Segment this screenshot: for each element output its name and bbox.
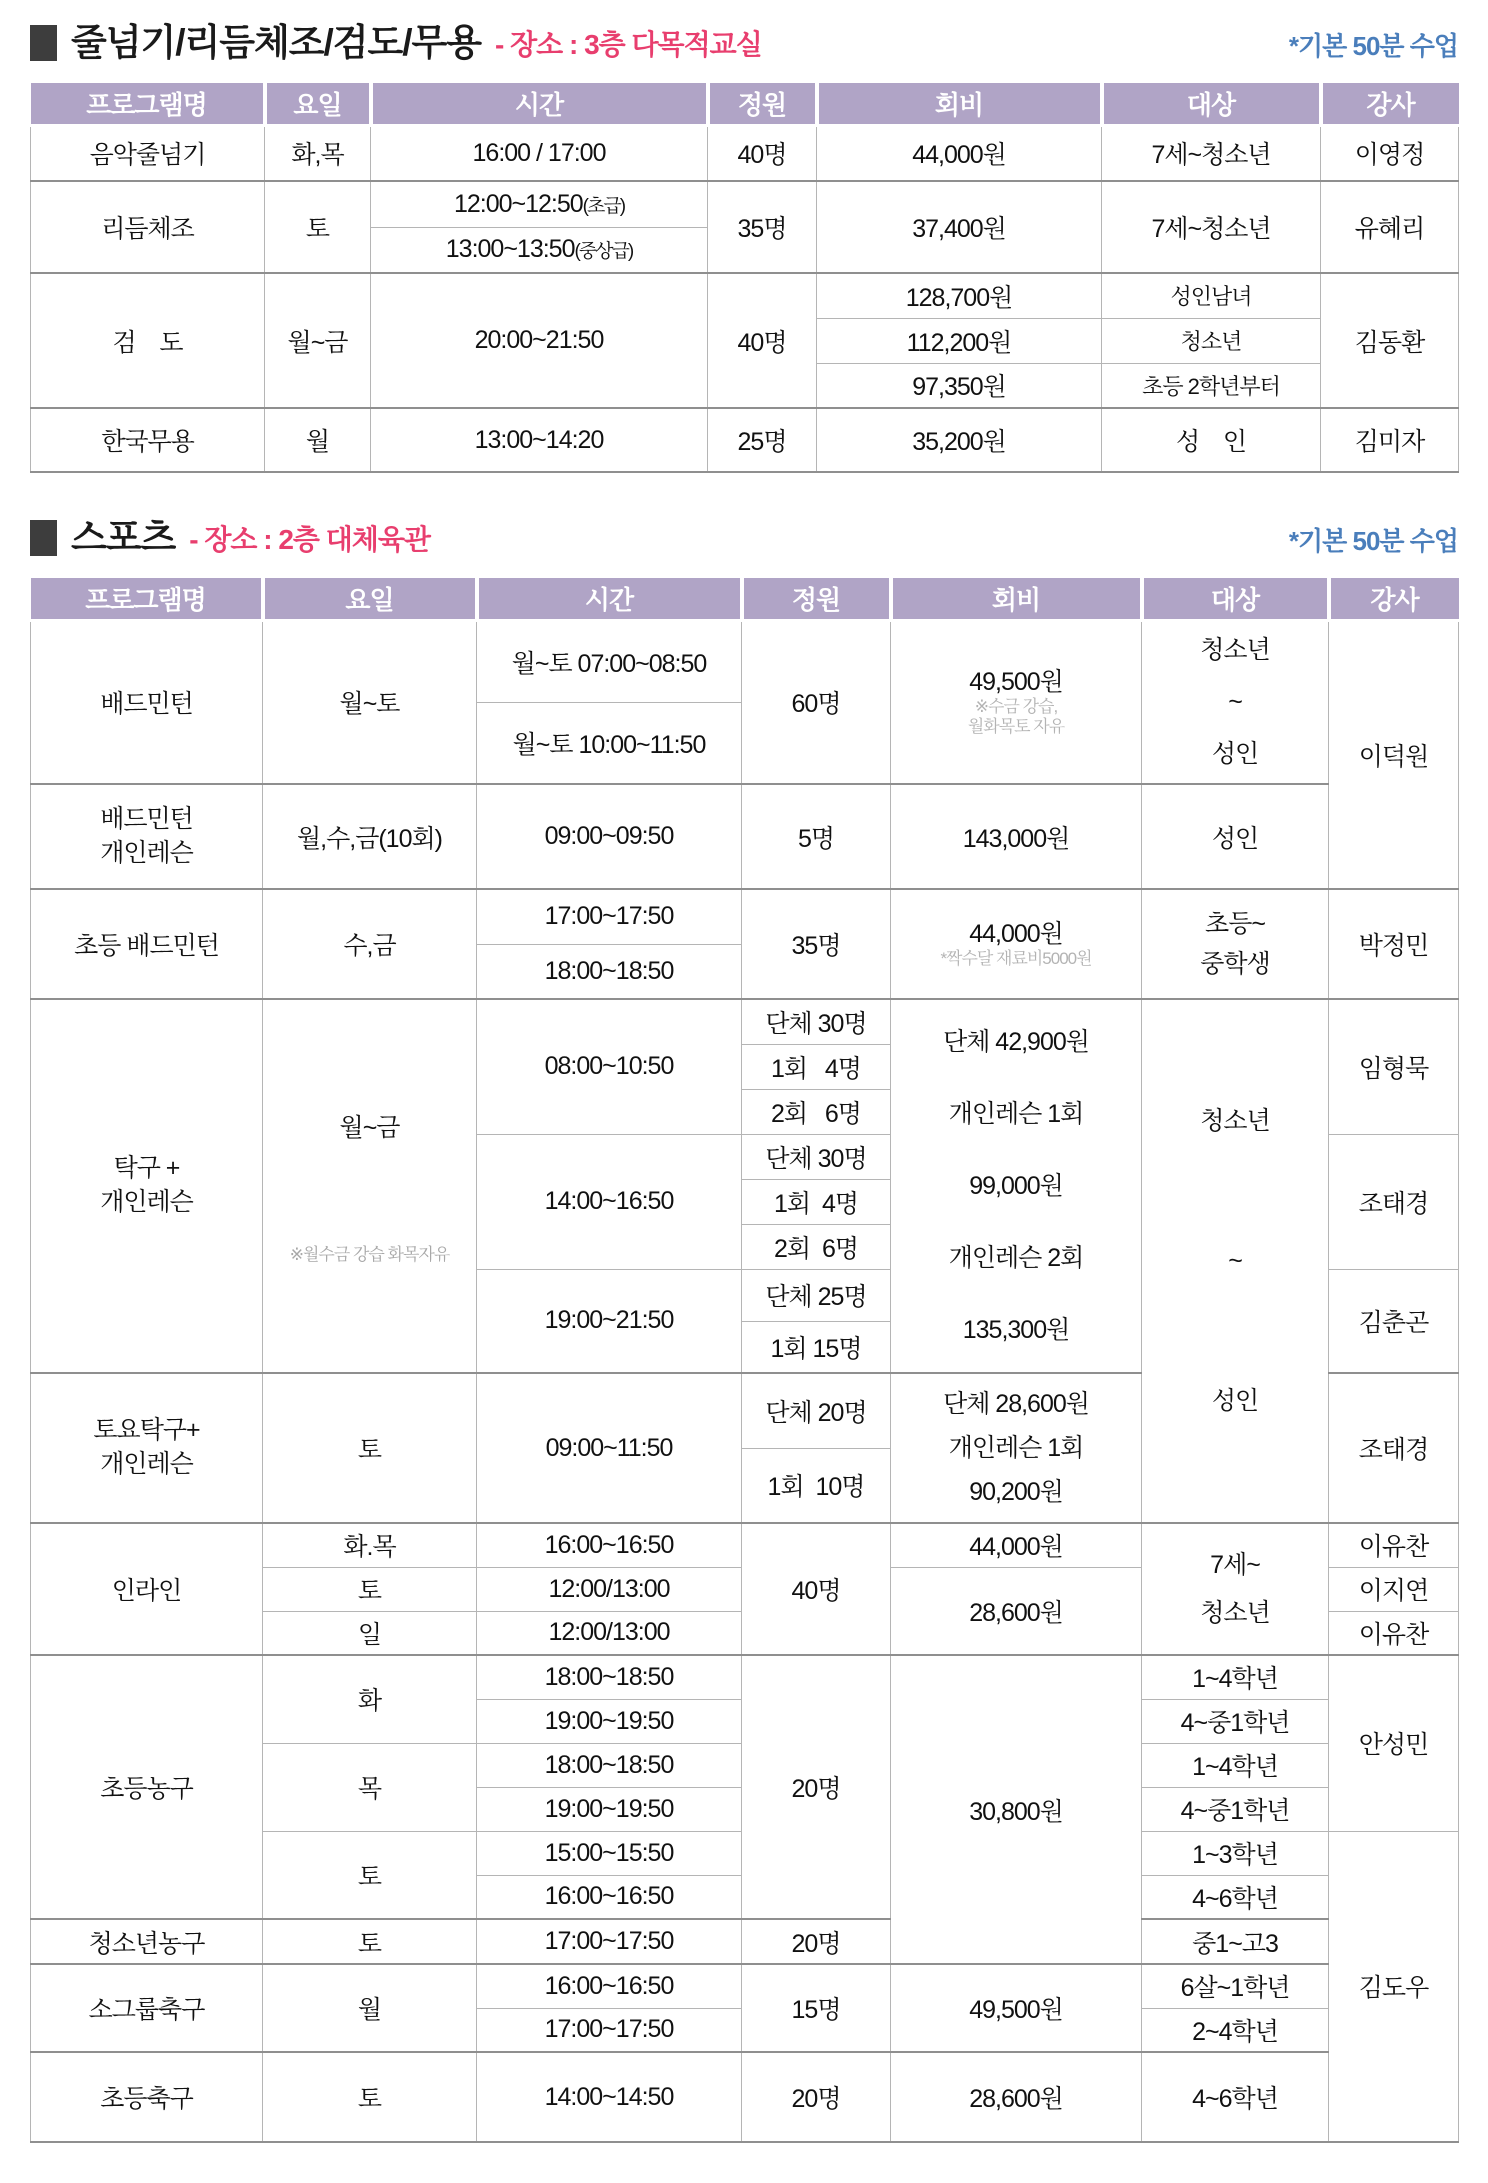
cell-program: 토요탁구+ 개인레슨 xyxy=(31,1373,263,1523)
cell-time: 17:00~17:50 xyxy=(477,1919,742,1964)
cell-day: 토 xyxy=(263,1919,477,1964)
cell-teacher: 이지연 xyxy=(1329,1567,1459,1611)
cell-day: 목 xyxy=(263,1743,477,1831)
cell-capacity: 15명 xyxy=(742,1964,891,2052)
section1-note: *기본 50분 수업 xyxy=(1288,31,1458,62)
cell-capacity: 60명 xyxy=(742,620,891,784)
cell-capacity: 40명 xyxy=(742,1523,891,1655)
cell-program: 초등농구 xyxy=(31,1655,263,1919)
cell-teacher: 임형묵 xyxy=(1329,999,1459,1134)
cell-time: 12:00~12:50(초급) xyxy=(371,181,708,227)
cell-day: 토 xyxy=(263,1567,477,1611)
cell-capacity: 35명 xyxy=(708,181,817,273)
cell-day: 토 xyxy=(263,1831,477,1919)
section1-header xyxy=(30,24,1458,61)
section2-note: *기본 50분 수업 xyxy=(1288,526,1458,557)
cell-teacher: 이덕원 xyxy=(1329,620,1459,889)
cell-teacher: 조태경 xyxy=(1329,1134,1459,1269)
time-note: (중상급) xyxy=(574,241,633,263)
cell-fee: 35,200원 xyxy=(817,408,1102,472)
cell-teacher: 김춘곤 xyxy=(1329,1269,1459,1373)
cell-teacher: 이유찬 xyxy=(1329,1523,1459,1567)
cell-capacity: 20명 xyxy=(742,1655,891,1919)
cell-target: 초등~ 중학생 xyxy=(1142,889,1329,999)
table-row xyxy=(31,1655,1459,1699)
cell-time: 16:00~16:50 xyxy=(477,1875,742,1919)
cell-target: 7세~청소년 xyxy=(1102,181,1321,273)
table-row xyxy=(31,1919,1459,1964)
cell-target: 7세~청소년 xyxy=(1102,125,1321,181)
cell-fee: 단체 28,600원 개인레슨 1회 90,200원 xyxy=(891,1373,1142,1523)
cell-capacity: 40명 xyxy=(708,273,817,408)
cell-fee: 143,000원 xyxy=(891,784,1142,889)
cell-target: 성인남녀 xyxy=(1102,273,1321,318)
cell-fee: 37,400원 xyxy=(817,181,1102,273)
table-row xyxy=(31,889,1459,944)
cell-time: 16:00~16:50 xyxy=(477,1964,742,2008)
table-row xyxy=(31,181,1459,227)
cell-day: 토 xyxy=(263,1373,477,1523)
cell-day: 월~금 ※월수금 강습 화목자유 xyxy=(263,999,477,1373)
table1-header-row xyxy=(31,83,1459,125)
cell-teacher: 이유찬 xyxy=(1329,1611,1459,1655)
cell-fee: 단체 42,900원 개인레슨 1회 99,000원 개인레슨 2회 135,300원 xyxy=(891,999,1142,1373)
cell-capacity: 5명 xyxy=(742,784,891,889)
cell-day: 월~토 xyxy=(263,620,477,784)
cell-time: 17:00~17:50 xyxy=(477,2008,742,2052)
cell-program: 배드민턴 개인레슨 xyxy=(31,784,263,889)
cell-day: 화,목 xyxy=(265,125,371,181)
cell-capacity: 1회 15명 xyxy=(742,1321,891,1373)
cell-program: 인라인 xyxy=(31,1523,263,1655)
cell-target: 성 인 xyxy=(1102,408,1321,472)
cell-target: 6살~1학년 xyxy=(1142,1964,1329,2008)
cell-teacher: 조태경 xyxy=(1329,1373,1459,1523)
cell-program: 초등축구 xyxy=(31,2052,263,2142)
cell-time: 15:00~15:50 xyxy=(477,1831,742,1875)
col-target: 대상 xyxy=(1102,83,1321,125)
cell-fee: 49,500원 xyxy=(891,1964,1142,2052)
cell-program: 소그룹축구 xyxy=(31,1964,263,2052)
cell-fee: 44,000원 xyxy=(891,1523,1142,1567)
section2-location: - 장소 : 2층 대체육관 xyxy=(189,524,430,556)
cell-target: 1~3학년 xyxy=(1142,1831,1329,1875)
cell-time: 월~토 10:00~11:50 xyxy=(477,702,742,784)
cell-time: 13:00~14:20 xyxy=(371,408,708,472)
cell-time: 19:00~21:50 xyxy=(477,1269,742,1373)
cell-target: 4~6학년 xyxy=(1142,2052,1329,2142)
cell-time: 12:00/13:00 xyxy=(477,1611,742,1655)
cell-time: 08:00~10:50 xyxy=(477,999,742,1134)
col-teacher: 강사 xyxy=(1321,83,1459,125)
col-program: 프로그램명 xyxy=(31,578,263,620)
table-row xyxy=(31,620,1459,702)
cell-time: 월~토 07:00~08:50 xyxy=(477,620,742,702)
cell-target: 청소년 ~ 성인 xyxy=(1142,999,1329,1523)
cell-time: 18:00~18:50 xyxy=(477,1655,742,1699)
cell-day: 토 xyxy=(263,2052,477,2142)
table-row xyxy=(31,1964,1459,2008)
cell-fee: 44,000원 *짝수달 재료비5000원 xyxy=(891,889,1142,999)
col-target: 대상 xyxy=(1142,578,1329,620)
cell-target: 4~중1학년 xyxy=(1142,1787,1329,1831)
section2-header xyxy=(30,519,1458,556)
cell-day: 수,금 xyxy=(263,889,477,999)
cell-capacity: 1회 4명 xyxy=(742,1044,891,1089)
cell-target: 4~중1학년 xyxy=(1142,1699,1329,1743)
cell-fee: 97,350원 xyxy=(817,363,1102,408)
cell-capacity: 단체 20명 xyxy=(742,1373,891,1448)
col-time: 시간 xyxy=(371,83,708,125)
cell-program: 초등 배드민턴 xyxy=(31,889,263,999)
cell-capacity: 20명 xyxy=(742,1919,891,1964)
cell-time: 16:00 / 17:00 xyxy=(371,125,708,181)
cell-program: 탁구 + 개인레슨 xyxy=(31,999,263,1373)
cell-target: 청소년 ~ 성인 xyxy=(1142,620,1329,784)
cell-teacher: 이영정 xyxy=(1321,125,1459,181)
cell-fee: 44,000원 xyxy=(817,125,1102,181)
col-day: 요일 xyxy=(265,83,371,125)
cell-time: 20:00~21:50 xyxy=(371,273,708,408)
cell-time: 13:00~13:50(중상급) xyxy=(371,227,708,273)
cell-program: 리듬체조 xyxy=(31,181,265,273)
cell-target: 청소년 xyxy=(1102,318,1321,363)
fee-note: 월화목토 자유 xyxy=(967,717,1065,737)
cell-capacity: 단체 30명 xyxy=(742,1134,891,1179)
section1-title: 줄넘기/리듬체조/검도/무용 xyxy=(71,22,482,63)
cell-program: 청소년농구 xyxy=(31,1919,263,1964)
cell-time: 17:00~17:50 xyxy=(477,889,742,944)
cell-time: 18:00~18:50 xyxy=(477,944,742,999)
cell-target: 4~6학년 xyxy=(1142,1875,1329,1919)
cell-fee: 128,700원 xyxy=(817,273,1102,318)
table-row xyxy=(31,273,1459,318)
cell-teacher: 김미자 xyxy=(1321,408,1459,472)
col-teacher: 강사 xyxy=(1329,578,1459,620)
cell-target: 1~4학년 xyxy=(1142,1655,1329,1699)
cell-time: 18:00~18:50 xyxy=(477,1743,742,1787)
section-bullet-icon xyxy=(30,25,57,61)
cell-capacity: 단체 25명 xyxy=(742,1269,891,1321)
cell-capacity: 20명 xyxy=(742,2052,891,2142)
cell-day: 월 xyxy=(265,408,371,472)
table-row xyxy=(31,999,1459,1044)
cell-target: 초등 2학년부터 xyxy=(1102,363,1321,408)
cell-capacity: 35명 xyxy=(742,889,891,999)
cell-teacher: 김도우 xyxy=(1329,1831,1459,2142)
cell-time: 14:00~16:50 xyxy=(477,1134,742,1269)
cell-day: 토 xyxy=(265,181,371,273)
cell-teacher: 박정민 xyxy=(1329,889,1459,999)
cell-day: 화 xyxy=(263,1655,477,1743)
col-program: 프로그램명 xyxy=(31,83,265,125)
cell-time: 16:00~16:50 xyxy=(477,1523,742,1567)
fee-note: *짝수달 재료비5000원 xyxy=(940,949,1092,968)
cell-program: 음악줄넘기 xyxy=(31,125,265,181)
cell-day: 월 xyxy=(263,1964,477,2052)
cell-capacity: 40명 xyxy=(708,125,817,181)
cell-time: 14:00~14:50 xyxy=(477,2052,742,2142)
cell-fee: 30,800원 xyxy=(891,1655,1142,1964)
table-row xyxy=(31,2052,1459,2142)
cell-fee: 28,600원 xyxy=(891,1567,1142,1655)
cell-day: 월~금 xyxy=(265,273,371,408)
section2-title: 스포츠 xyxy=(71,517,176,558)
table-row xyxy=(31,784,1459,889)
cell-target: 성인 xyxy=(1142,784,1329,889)
col-fee: 회비 xyxy=(891,578,1142,620)
table2-header-row xyxy=(31,578,1459,620)
cell-capacity: 단체 30명 xyxy=(742,999,891,1044)
section-bullet-icon xyxy=(30,520,57,556)
cell-teacher: 김동환 xyxy=(1321,273,1459,408)
cell-day: 화.목 xyxy=(263,1523,477,1567)
cell-fee: 112,200원 xyxy=(817,318,1102,363)
col-capacity: 정원 xyxy=(742,578,891,620)
table-row xyxy=(31,1523,1459,1567)
col-fee: 회비 xyxy=(817,83,1102,125)
cell-day: 월,수,금(10회) xyxy=(263,784,477,889)
col-day: 요일 xyxy=(263,578,477,620)
table-row xyxy=(31,125,1459,181)
time-note: (초급) xyxy=(582,195,625,217)
cell-fee: 28,600원 xyxy=(891,2052,1142,2142)
cell-target: 중1~고3 xyxy=(1142,1919,1329,1964)
cell-teacher: 유혜리 xyxy=(1321,181,1459,273)
section1-location: - 장소 : 3층 다목적교실 xyxy=(495,29,762,61)
program-table-sports xyxy=(30,578,1459,2143)
table-row xyxy=(31,408,1459,472)
cell-program: 검 도 xyxy=(31,273,265,408)
cell-fee: 49,500원 ※수금 강습, 월화목토 자유 xyxy=(891,620,1142,784)
cell-day: 일 xyxy=(263,1611,477,1655)
fee-note: ※수금 강습, xyxy=(974,697,1058,717)
cell-capacity: 25명 xyxy=(708,408,817,472)
cell-time: 19:00~19:50 xyxy=(477,1699,742,1743)
cell-target: 2~4학년 xyxy=(1142,2008,1329,2052)
cell-capacity: 2회 6명 xyxy=(742,1089,891,1134)
cell-program: 한국무용 xyxy=(31,408,265,472)
cell-time: 09:00~09:50 xyxy=(477,784,742,889)
cell-time: 19:00~19:50 xyxy=(477,1787,742,1831)
cell-teacher: 안성민 xyxy=(1329,1655,1459,1831)
cell-capacity: 2회 6명 xyxy=(742,1224,891,1269)
cell-target: 7세~ 청소년 xyxy=(1142,1523,1329,1655)
col-time: 시간 xyxy=(477,578,742,620)
program-table-multipurpose xyxy=(30,83,1459,473)
cell-program: 배드민턴 xyxy=(31,620,263,784)
cell-time: 09:00~11:50 xyxy=(477,1373,742,1523)
day-note: ※월수금 강습 화목자유 xyxy=(289,1244,450,1264)
cell-target: 1~4학년 xyxy=(1142,1743,1329,1787)
cell-time: 12:00/13:00 xyxy=(477,1567,742,1611)
cell-capacity: 1회 10명 xyxy=(742,1448,891,1523)
cell-capacity: 1회 4명 xyxy=(742,1179,891,1224)
col-capacity: 정원 xyxy=(708,83,817,125)
